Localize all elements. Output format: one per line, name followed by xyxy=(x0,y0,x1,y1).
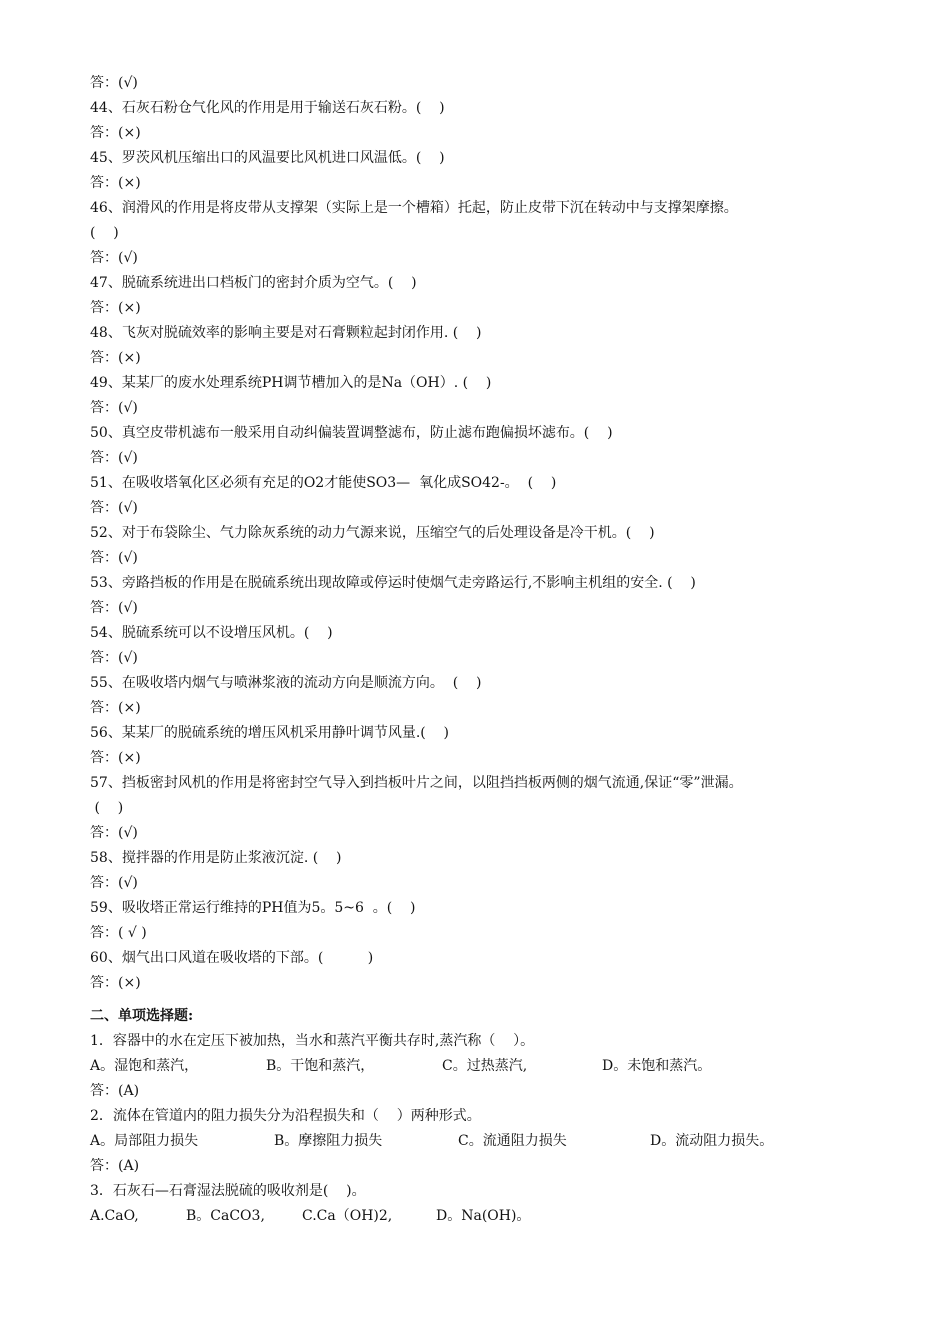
answer-text: 答：(√) xyxy=(90,650,138,666)
judgement-item xyxy=(90,321,890,371)
question-text: 57、挡板密封风机的作用是将密封空气导入到挡板叶片之间，以阻挡挡板两侧的烟气流通,保证“零”泄漏。 xyxy=(90,775,743,791)
judgement-item xyxy=(90,71,890,96)
judgement-item xyxy=(90,146,890,196)
question-text: 3．石灰石—石膏湿法脱硫的吸收剂是( )。 xyxy=(90,1183,366,1199)
question-text: 44、石灰石粉仓气化风的作用是用于输送石灰石粉。( ) xyxy=(90,100,445,116)
question-text: 48、飞灰对脱硫效率的影响主要是对石膏颗粒起封闭作用. ( ) xyxy=(90,325,482,341)
judgement-item xyxy=(90,771,890,846)
option-row xyxy=(90,1204,890,1229)
judgement-item xyxy=(90,371,890,421)
question-text: 59、吸收塔正常运行维持的PH值为5。5~6 。( ) xyxy=(90,900,416,916)
option-b: B。干饱和蒸汽， xyxy=(266,1058,375,1074)
judgement-item xyxy=(90,846,890,896)
question-text: 47、脱硫系统进出口档板门的密封介质为空气。( ) xyxy=(90,275,417,291)
answer-text: 答：( √ ) xyxy=(90,925,147,941)
section-heading: 二、单项选择题: xyxy=(90,1008,194,1024)
judgement-item xyxy=(90,671,890,721)
judgement-item xyxy=(90,471,890,521)
option-d: D。Na(OH)。 xyxy=(436,1208,531,1224)
answer-text: 答：(√) xyxy=(90,400,138,416)
judgement-item xyxy=(90,721,890,771)
judgement-item xyxy=(90,571,890,621)
judgement-item xyxy=(90,421,890,471)
option-row xyxy=(90,1129,890,1154)
option-a: A。湿饱和蒸汽， xyxy=(90,1058,199,1074)
question-text: 53、旁路挡板的作用是在脱硫系统出现故障或停运时使烟气走旁路运行,不影响主机组的安全. ( ) xyxy=(90,575,696,591)
answer-text: 答：(A) xyxy=(90,1083,140,1099)
judgement-item xyxy=(90,96,890,146)
answer-text: 答：(√) xyxy=(90,250,138,266)
option-a: A。局部阻力损失 xyxy=(90,1133,199,1149)
question-text: 54、脱硫系统可以不设增压风机。( ) xyxy=(90,625,333,641)
option-d: D。未饱和蒸汽。 xyxy=(602,1058,712,1074)
question-text: 50、真空皮带机滤布一般采用自动纠偏装置调整滤布，防止滤布跑偏损坏滤布。( ) xyxy=(90,425,613,441)
question-text: 46、润滑风的作用是将皮带从支撑架（实际上是一个槽箱）托起，防止皮带下沉在转动中与支撑架摩擦。 xyxy=(90,200,738,216)
option-c: C。过热蒸汽, xyxy=(442,1058,528,1074)
question-text: 45、罗茨风机压缩出口的风温要比风机进口风温低。( ) xyxy=(90,150,445,166)
question-text: 58、搅拌器的作用是防止浆液沉淀. ( ) xyxy=(90,850,342,866)
answer-text: 答：(A) xyxy=(90,1158,140,1174)
option-b: B。摩擦阻力损失 xyxy=(274,1133,383,1149)
answer-text: 答：(×) xyxy=(90,300,141,316)
question-text-continued: ( ) xyxy=(90,800,124,816)
judgement-item xyxy=(90,621,890,671)
question-text: 55、在吸收塔内烟气与喷淋浆液的流动方向是顺流方向。 ( ) xyxy=(90,675,482,691)
choice-question xyxy=(90,1104,890,1179)
option-b: B。CaCO3, xyxy=(186,1208,265,1224)
answer-text: 答：(×) xyxy=(90,750,141,766)
question-text: 49、某某厂的废水处理系统PH调节槽加入的是Na（OH）. ( ) xyxy=(90,375,492,391)
option-a: A.CaO, xyxy=(90,1208,139,1224)
option-c: C.Ca（OH)2, xyxy=(302,1208,393,1224)
judgement-item xyxy=(90,271,890,321)
answer-text: 答：(×) xyxy=(90,350,141,366)
question-text: 51、在吸收塔氧化区必须有充足的O2才能使SO3— 氧化成SO42-。 ( ) xyxy=(90,475,557,491)
judgement-section xyxy=(90,71,890,996)
question-text-continued: ( ) xyxy=(90,225,119,241)
judgement-item xyxy=(90,196,890,271)
option-row xyxy=(90,1054,890,1079)
option-d: D。流动阻力损失。 xyxy=(650,1133,774,1149)
answer-text: 答：(×) xyxy=(90,975,141,991)
answer-text: 答：(√) xyxy=(90,75,138,91)
answer-text: 答：(×) xyxy=(90,175,141,191)
judgement-item xyxy=(90,896,890,946)
answer-text: 答：(√) xyxy=(90,825,138,841)
choice-question xyxy=(90,1179,890,1229)
judgement-item xyxy=(90,946,890,996)
choice-question xyxy=(90,1029,890,1104)
answer-text: 答：(√) xyxy=(90,600,138,616)
question-text: 1．容器中的水在定压下被加热，当水和蒸汽平衡共存时,蒸汽称（ ）。 xyxy=(90,1033,535,1049)
answer-text: 答：(×) xyxy=(90,125,141,141)
answer-text: 答：(√) xyxy=(90,550,138,566)
question-text: 52、对于布袋除尘、气力除灰系统的动力气源来说，压缩空气的后处理设备是冷干机。( ) xyxy=(90,525,655,541)
answer-text: 答：(√) xyxy=(90,875,138,891)
question-text: 60、烟气出口风道在吸收塔的下部。( ) xyxy=(90,950,374,966)
answer-text: 答：(√) xyxy=(90,500,138,516)
answer-text: 答：(×) xyxy=(90,700,141,716)
choice-section xyxy=(90,1029,890,1229)
answer-text: 答：(√) xyxy=(90,450,138,466)
judgement-item xyxy=(90,521,890,571)
question-text: 2．流体在管道内的阻力损失分为沿程损失和（ ）两种形式。 xyxy=(90,1108,481,1124)
option-c: C。流通阻力损失 xyxy=(458,1133,567,1149)
question-text: 56、某某厂的脱硫系统的增压风机采用静叶调节风量.( ) xyxy=(90,725,449,741)
